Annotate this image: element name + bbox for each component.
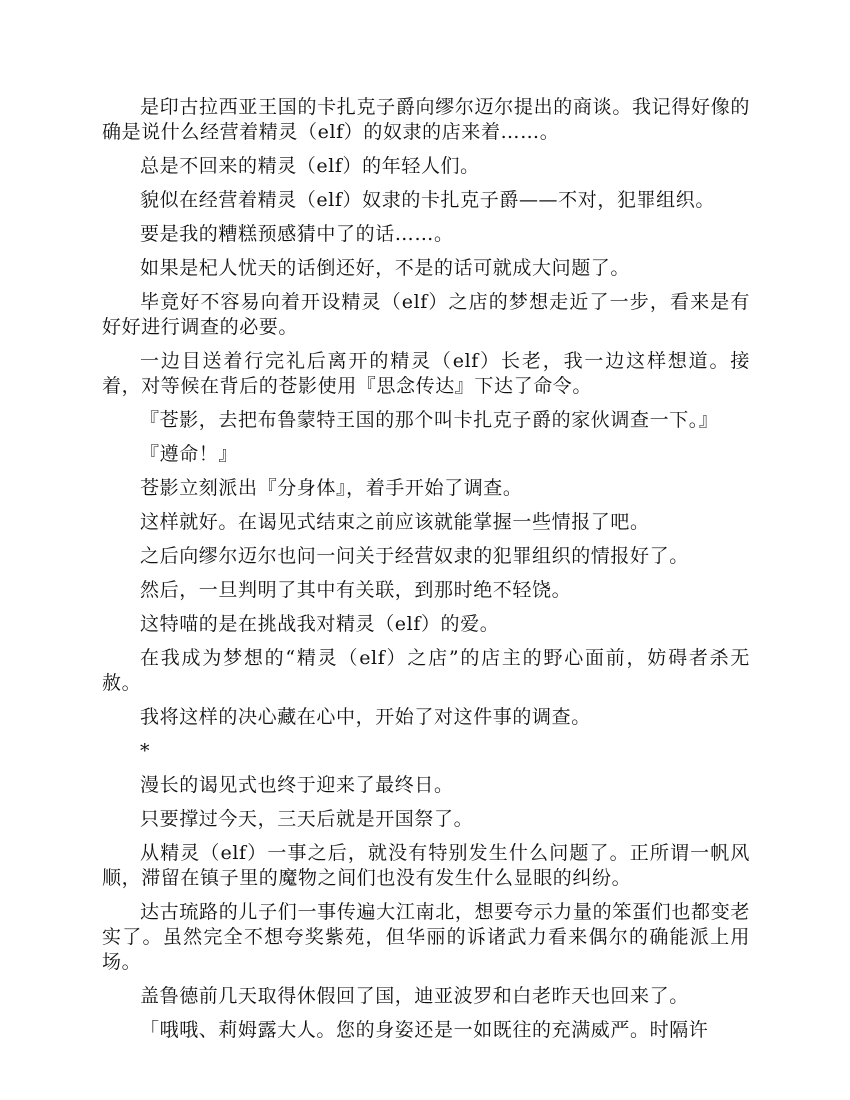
paragraph: 总是不回来的精灵（elf）的年轻人们。 xyxy=(140,155,480,177)
paragraph: 毕竟好不容易向着开设精灵（elf）之店的梦想走近了一步，看来是有好好进行调查的必要。 xyxy=(102,291,750,338)
paragraph: 貌似在经营着精灵（elf）奴隶的卡扎克子爵——不对，犯罪组织。 xyxy=(140,189,715,211)
paragraph: 一边目送着行完礼后离开的精灵（elf）长老，我一边这样想道。接着，对等候在背后的苍影使用『思念传达』下达了命令。 xyxy=(102,350,750,397)
paragraph: 之后向缪尔迈尔也问一问关于经营奴隶的犯罪组织的情报好了。 xyxy=(140,545,689,567)
paragraph: 「哦哦、莉姆露大人。您的身姿还是一如既往的充满威严。时隔许 xyxy=(140,1019,709,1041)
paragraph: 在我成为梦想的“精灵（elf）之店”的店主的野心面前，妨碍者杀无赦。 xyxy=(102,647,750,694)
paragraph: 然后，一旦判明了其中有关联，到那时绝不轻饶。 xyxy=(140,579,572,601)
paragraph: 盖鲁德前几天取得休假回了国，迪亚波罗和白老昨天也回来了。 xyxy=(140,985,689,1007)
paragraph: 『遵命！』 xyxy=(140,443,239,465)
paragraph: 『苍影，去把布鲁蒙特王国的那个叫卡扎克子爵的家伙调查一下。』 xyxy=(140,409,719,431)
paragraph: 我将这样的决心藏在心中，开始了对这件事的调查。 xyxy=(140,706,591,728)
paragraph: 如果是杞人忧天的话倒还好，不是的话可就成大问题了。 xyxy=(140,257,631,279)
section-separator: * xyxy=(140,740,151,762)
paragraph: 只要撑过今天，三天后就是开国祭了。 xyxy=(140,808,474,830)
paragraph: 漫长的谒见式也终于迎来了最终日。 xyxy=(140,774,454,796)
paragraph: 要是我的糟糕预感猜中了的话……。 xyxy=(140,223,454,245)
paragraph: 苍影立刻派出『分身体』，着手开始了调查。 xyxy=(140,477,523,499)
paragraph: 是印古拉西亚王国的卡扎克子爵向缪尔迈尔提出的商谈。我记得好像的确是说什么经营着精灵（elf）的奴隶的店来着……。 xyxy=(102,96,750,143)
paragraph: 这特喵的是在挑战我对精灵（elf）的爱。 xyxy=(140,613,500,635)
document-page xyxy=(102,95,750,1052)
paragraph: 达古琉路的儿子们一事传遍大江南北，想要夸示力量的笨蛋们也都变老实了。虽然完全不想夸奖紫苑，但华丽的诉诸武力看来偶尔的确能派上用场。 xyxy=(102,901,750,973)
paragraph: 这样就好。在谒见式结束之前应该就能掌握一些情报了吧。 xyxy=(140,511,650,533)
paragraph: 从精灵（elf）一事之后，就没有特别发生什么问题了。正所谓一帆风顺，滞留在镇子里的魔物之间们也没有发生什么显眼的纠纷。 xyxy=(102,842,750,889)
